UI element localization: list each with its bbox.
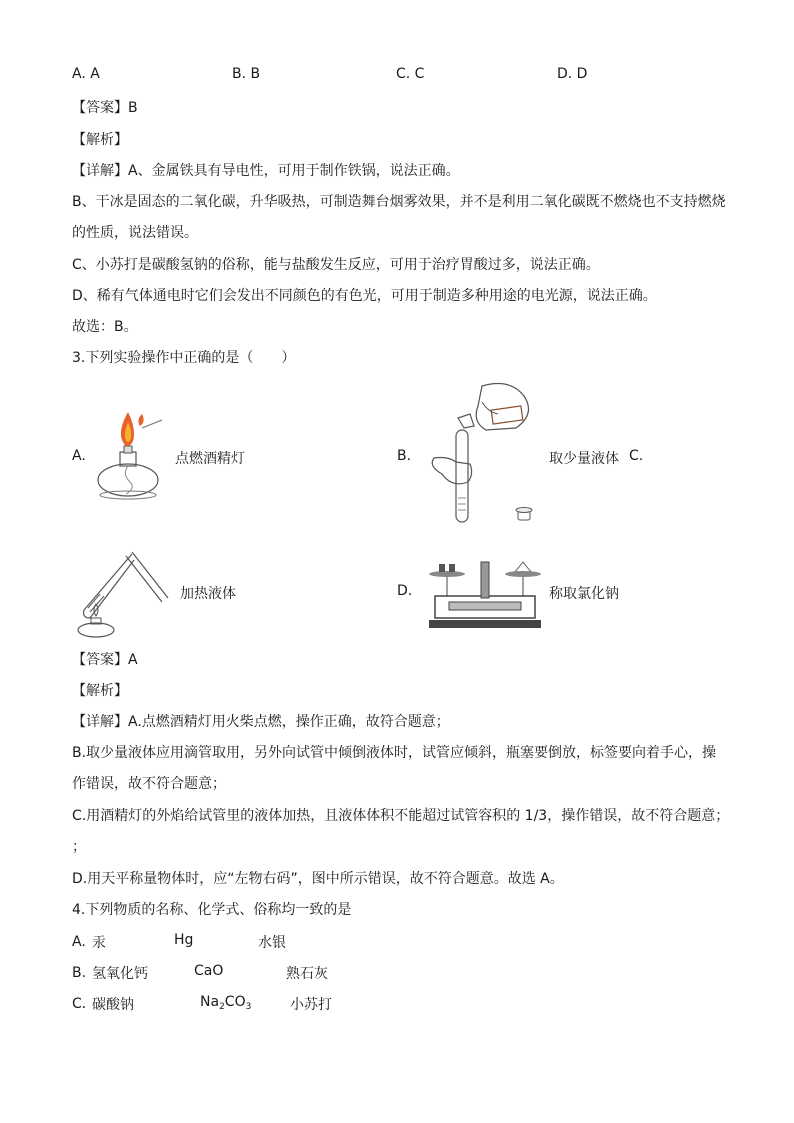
q2-analysis-heading: 【解析】 — [72, 132, 128, 148]
q2-answer: 【答案】B — [72, 100, 138, 116]
q3-option-d-caption: 称取氯化钠 — [549, 586, 619, 602]
option-b: B. B — [232, 66, 261, 82]
balance-scale-figure — [425, 556, 545, 632]
q3-analysis-heading: 【解析】 — [72, 683, 128, 699]
q4-option-b-formula: CaO — [194, 963, 224, 979]
q3-detail-d: D.用天平称量物体时，应“左物右码”，图中所示错误，故不符合题意。故选 A。 — [72, 871, 564, 887]
q4-option-b-letter: B. — [72, 965, 87, 981]
q3-option-d-letter: D. — [397, 583, 413, 599]
q4-stem: 4.下列物质的名称、化学式、俗称均一致的是 — [72, 902, 352, 918]
q2-detail-b-line1: B、干冰是固态的二氧化碳，升华吸热，可制造舞台烟雾效果，并不是利用二氧化碳既不燃烧也不支持燃烧 — [72, 194, 726, 210]
q3-detail-b-line1: B.取少量液体应用滴管取用，另外向试管中倾倒液体时，试管应倾斜，瓶塞要倒放，标签要向着手心，操 — [72, 745, 717, 761]
pouring-liquid-figure — [412, 378, 548, 530]
q2-detail-c: C、小苏打是碳酸氢钠的俗称，能与盐酸发生反应，可用于治疗胃酸过多，说法正确。 — [72, 257, 600, 273]
q2-detail-b-line2: 的性质，说法错误。 — [72, 225, 198, 241]
option-d: D. D — [557, 66, 588, 82]
q3-detail-a: 【详解】A.点燃酒精灯用火柴点燃，操作正确，故符合题意； — [72, 714, 450, 730]
q4-option-b-name: 氢氧化钙 — [92, 966, 148, 982]
q3-detail-c-line2: ； — [72, 839, 86, 855]
option-a: A. A — [72, 66, 100, 82]
q3-option-b-caption: 取少量液体 — [549, 451, 619, 467]
q2-choice: 故选：B。 — [72, 319, 138, 335]
q3-option-c-letter: C. — [629, 448, 644, 464]
option-c: C. C — [396, 66, 425, 82]
q2-detail-a: 【详解】A、金属铁具有导电性，可用于制作铁锅，说法正确。 — [72, 163, 460, 179]
alcohol-lamp-lighting-figure — [92, 402, 164, 502]
q4-option-c-common: 小苏打 — [290, 997, 332, 1013]
q3-detail-c-line1: C.用酒精灯的外焰给试管里的液体加热，且液体体积不能超过试管容积的 1/3，操作错误，故不符合题意； — [72, 808, 730, 824]
q3-option-a-letter: A. — [72, 448, 86, 464]
q3-stem: 3.下列实验操作中正确的是（ ） — [72, 350, 296, 366]
q4-option-a-letter: A. — [72, 934, 86, 950]
q4-option-c-name: 碳酸钠 — [92, 997, 134, 1013]
q4-option-c-letter: C． — [72, 996, 96, 1012]
q3-answer: 【答案】A — [72, 652, 138, 668]
q4-option-c-formula: $Na_2CO_3$ — [200, 994, 252, 1012]
q3-option-b-letter: B. — [397, 448, 412, 464]
heating-liquid-figure — [74, 548, 170, 640]
q2-detail-d: D、稀有气体通电时它们会发出不同颜色的有色光，可用于制造多种用途的电光源，说法正确。 — [72, 288, 657, 304]
q4-option-a-formula: Hg — [174, 932, 194, 948]
q4-option-a-common: 水银 — [258, 935, 286, 951]
q3-detail-b-line2: 作错误，故不符合题意； — [72, 776, 226, 792]
q3-option-c-caption: 加热液体 — [180, 586, 236, 602]
q4-option-a-name: 汞 — [92, 935, 106, 951]
q4-option-b-common: 熟石灰 — [286, 966, 328, 982]
q3-option-a-caption: 点燃酒精灯 — [175, 451, 245, 467]
